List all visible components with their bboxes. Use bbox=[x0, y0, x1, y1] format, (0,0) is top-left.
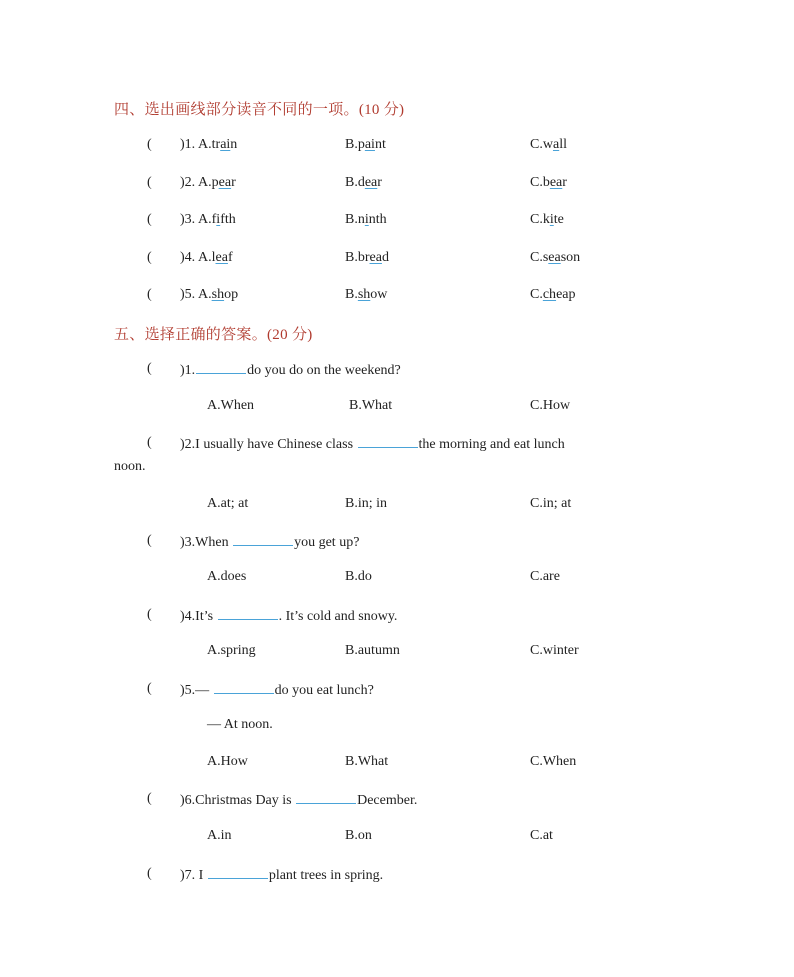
option-c[interactable] bbox=[530, 287, 576, 303]
question-7 bbox=[180, 866, 383, 884]
section-4-title bbox=[114, 98, 404, 119]
question-number: )1. bbox=[180, 137, 196, 152]
fill-blank[interactable] bbox=[208, 866, 268, 879]
option-post: r bbox=[377, 175, 382, 190]
question-number: )2. bbox=[180, 175, 196, 190]
option-b[interactable]: B.on bbox=[345, 828, 372, 843]
fill-blank[interactable] bbox=[214, 681, 274, 694]
option-b[interactable] bbox=[345, 175, 382, 191]
option-post: op bbox=[224, 287, 239, 302]
option-post: r bbox=[231, 175, 236, 190]
answer-paren[interactable]: ( bbox=[147, 250, 152, 265]
option-c[interactable] bbox=[530, 212, 564, 228]
underlined-sound: ai bbox=[220, 137, 231, 152]
option-c[interactable]: C.winter bbox=[530, 643, 579, 658]
underlined-sound: i bbox=[364, 212, 369, 227]
fill-blank[interactable] bbox=[196, 361, 246, 374]
fill-blank[interactable] bbox=[233, 533, 293, 546]
option-pre: b bbox=[542, 175, 550, 190]
option-label: C. bbox=[530, 287, 543, 302]
underlined-sound: ea bbox=[218, 175, 232, 190]
option-b[interactable] bbox=[345, 250, 389, 266]
underlined-sound: sh bbox=[211, 287, 225, 302]
question-5-answer-line: — At noon. bbox=[207, 717, 273, 732]
question-1 bbox=[180, 361, 401, 379]
option-a[interactable]: A.How bbox=[207, 754, 248, 769]
question-stem: )2.I usually have Chinese class bbox=[180, 437, 354, 452]
option-post: d bbox=[381, 250, 389, 265]
option-label: B. bbox=[345, 250, 358, 265]
option-c[interactable]: C.at bbox=[530, 828, 553, 843]
option-label: A. bbox=[198, 137, 212, 152]
option-b[interactable] bbox=[345, 137, 386, 153]
section-4-instruction: 四、选出画线部分读音不同的一项。 bbox=[114, 100, 359, 118]
fill-blank[interactable] bbox=[358, 435, 418, 448]
option-b[interactable]: B.do bbox=[345, 569, 372, 584]
section-5-instruction: 五、选择正确的答案。 bbox=[114, 325, 268, 343]
underlined-sound: ai bbox=[364, 137, 375, 152]
answer-paren[interactable]: ( bbox=[147, 435, 152, 450]
option-b[interactable] bbox=[345, 287, 387, 303]
option-a[interactable]: A.at; at bbox=[207, 496, 249, 511]
option-label: C. bbox=[530, 212, 543, 227]
option-a[interactable] bbox=[198, 287, 238, 303]
option-pre: w bbox=[542, 137, 553, 152]
option-label: C. bbox=[530, 137, 543, 152]
option-pre: f bbox=[211, 212, 217, 227]
underlined-sound: ea bbox=[369, 250, 382, 265]
option-a[interactable] bbox=[198, 250, 233, 266]
answer-paren[interactable]: ( bbox=[147, 137, 152, 152]
question-5 bbox=[180, 681, 374, 699]
option-a[interactable] bbox=[198, 137, 237, 153]
underlined-sound: ea bbox=[364, 175, 378, 190]
option-c[interactable] bbox=[530, 175, 567, 191]
option-label: B. bbox=[345, 212, 358, 227]
question-stem: )4.It’s bbox=[180, 609, 214, 624]
option-label: A. bbox=[198, 250, 212, 265]
option-pre: p bbox=[357, 137, 365, 152]
question-stem-rest: you get up? bbox=[294, 535, 360, 550]
option-pre: p bbox=[211, 175, 219, 190]
section-5-title bbox=[114, 323, 313, 344]
underlined-sound: ea bbox=[548, 250, 561, 265]
option-c[interactable]: C.When bbox=[530, 754, 577, 769]
option-pre: s bbox=[542, 250, 549, 265]
question-stem: )6.Christmas Day is bbox=[180, 793, 292, 808]
underlined-sound: ea bbox=[549, 175, 563, 190]
question-stem-rest: do you eat lunch? bbox=[274, 683, 374, 698]
question-stem-rest: . It’s cold and snowy. bbox=[278, 609, 398, 624]
option-label: B. bbox=[345, 137, 358, 152]
option-label: A. bbox=[198, 287, 212, 302]
option-post: r bbox=[562, 175, 567, 190]
question-stem-rest: plant trees in spring. bbox=[268, 868, 384, 883]
option-label: B. bbox=[345, 175, 358, 190]
question-stem-rest: December. bbox=[357, 793, 418, 808]
question-number: )5. bbox=[180, 287, 196, 302]
option-post: nth bbox=[368, 212, 387, 227]
option-label: C. bbox=[530, 175, 543, 190]
answer-paren[interactable]: ( bbox=[147, 175, 152, 190]
option-b[interactable] bbox=[345, 212, 387, 228]
option-a[interactable] bbox=[198, 212, 236, 228]
option-b[interactable]: B.What bbox=[345, 754, 389, 769]
option-label: C. bbox=[530, 250, 543, 265]
section-5-score: (20 分) bbox=[267, 327, 313, 343]
option-b[interactable]: B.in; in bbox=[345, 496, 388, 511]
question-4 bbox=[180, 607, 397, 625]
underlined-sound: i bbox=[216, 212, 221, 227]
option-pre: l bbox=[211, 250, 216, 265]
answer-paren[interactable]: ( bbox=[147, 607, 152, 622]
option-label: B. bbox=[345, 287, 358, 302]
option-post: n bbox=[230, 137, 238, 152]
option-post: te bbox=[553, 212, 564, 227]
option-pre: tr bbox=[211, 137, 221, 152]
question-stem: )1. bbox=[180, 363, 196, 378]
underlined-sound: sh bbox=[357, 287, 371, 302]
question-2-continued: noon. bbox=[114, 459, 146, 474]
answer-paren[interactable]: ( bbox=[147, 361, 152, 376]
option-b[interactable]: B.autumn bbox=[345, 643, 400, 658]
option-post: nt bbox=[374, 137, 386, 152]
option-pre: d bbox=[357, 175, 365, 190]
option-label: A. bbox=[198, 212, 212, 227]
option-post: ll bbox=[559, 137, 567, 152]
answer-paren[interactable]: ( bbox=[147, 533, 152, 548]
answer-paren[interactable]: ( bbox=[147, 791, 152, 806]
answer-paren[interactable]: ( bbox=[147, 287, 152, 302]
option-c[interactable] bbox=[530, 137, 567, 153]
option-post: f bbox=[227, 250, 233, 265]
option-pre: n bbox=[357, 212, 365, 227]
option-a[interactable]: A.in bbox=[207, 828, 232, 843]
fill-blank[interactable] bbox=[296, 791, 356, 804]
question-2 bbox=[180, 435, 565, 453]
question-number: )4. bbox=[180, 250, 196, 265]
question-stem-rest: the morning and eat lunch bbox=[418, 437, 565, 452]
option-a[interactable] bbox=[198, 175, 236, 191]
question-stem: )7. I bbox=[180, 868, 204, 883]
option-a[interactable]: A.does bbox=[207, 569, 247, 584]
option-pre: br bbox=[357, 250, 370, 265]
underlined-sound: a bbox=[552, 137, 560, 152]
option-a[interactable]: A.spring bbox=[207, 643, 256, 658]
option-c[interactable]: C.are bbox=[530, 569, 560, 584]
section-4-score: (10 分) bbox=[358, 102, 405, 118]
option-b[interactable]: B.What bbox=[349, 398, 393, 413]
option-c[interactable] bbox=[530, 250, 580, 266]
question-stem: )5.— bbox=[180, 683, 210, 698]
option-a[interactable]: A.When bbox=[207, 398, 255, 413]
option-post: fth bbox=[220, 212, 236, 227]
option-post: eap bbox=[556, 287, 576, 302]
answer-paren[interactable]: ( bbox=[147, 866, 152, 881]
option-c[interactable]: C.How bbox=[530, 398, 571, 413]
option-c[interactable]: C.in; at bbox=[530, 496, 572, 511]
option-post: ow bbox=[370, 287, 388, 302]
underlined-sound: i bbox=[549, 212, 554, 227]
fill-blank[interactable] bbox=[218, 607, 278, 620]
underlined-sound: ch bbox=[542, 287, 557, 302]
answer-paren[interactable]: ( bbox=[147, 681, 152, 696]
underlined-sound: ea bbox=[215, 250, 228, 265]
question-stem-rest: do you do on the weekend? bbox=[247, 363, 401, 378]
option-label: A. bbox=[198, 175, 212, 190]
question-3 bbox=[180, 533, 359, 551]
question-number: )3. bbox=[180, 212, 196, 227]
question-6 bbox=[180, 791, 417, 809]
option-post: son bbox=[560, 250, 581, 265]
option-pre: k bbox=[542, 212, 550, 227]
answer-paren[interactable]: ( bbox=[147, 212, 152, 227]
question-stem: )3.When bbox=[180, 535, 229, 550]
